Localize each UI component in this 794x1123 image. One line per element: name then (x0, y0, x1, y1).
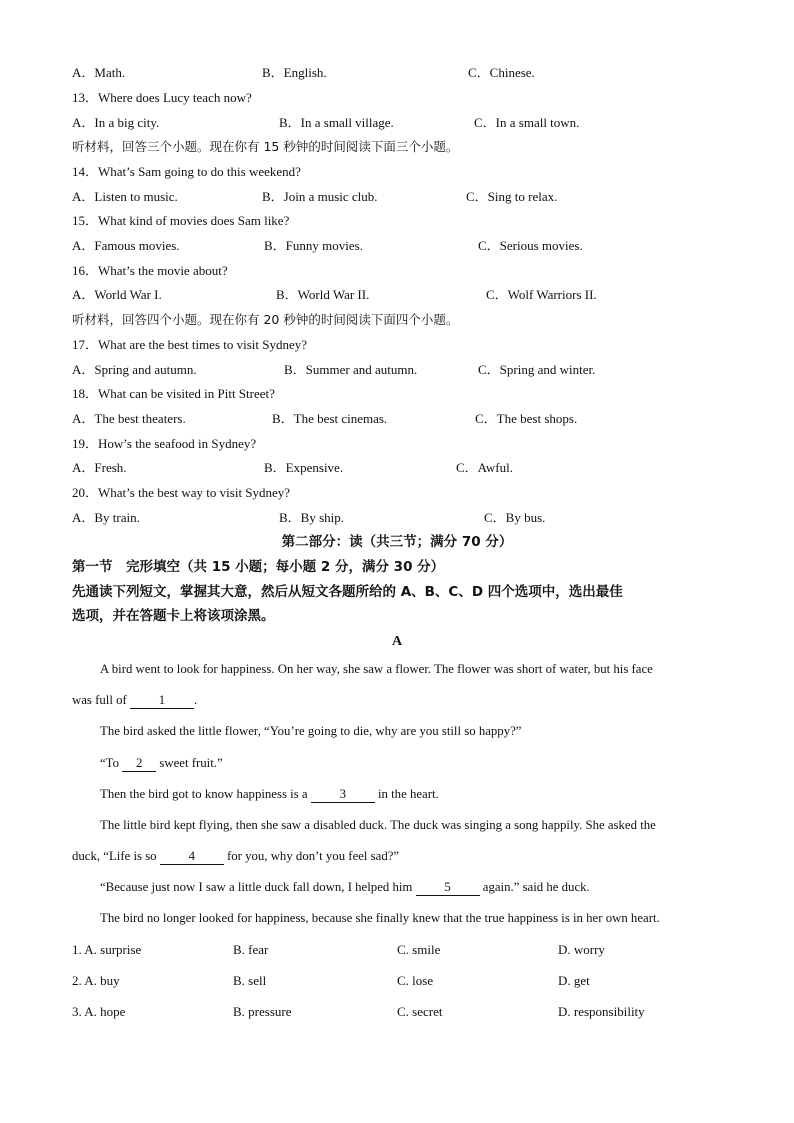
blank-4: 4 (160, 849, 224, 865)
q20-option-c: C．By bus. (484, 510, 546, 525)
listening-instruction-1: 听材料，回答三个小题。现在你有 15 秒钟的时间阅读下面三个小题。 (72, 139, 459, 154)
q13-option-b: B．In a small village. (279, 115, 394, 130)
passage-p6: “Because just now I saw a little duck fall down, I helped him 5 again.” said he duck. (100, 880, 590, 894)
q18-stem: 18．What can be visited in Pitt Street? (72, 386, 275, 401)
q16-option-b: B．World War II. (276, 287, 370, 302)
choice-3-a: 3. A. hope (72, 1004, 126, 1019)
q20-stem: 20．What’s the best way to visit Sydney? (72, 485, 291, 500)
choice-2-d: D. get (558, 973, 590, 988)
directions-line-2: 选项，并在答题卡上将该项涂黑。 (72, 608, 275, 624)
q17-option-a: A．Spring and autumn. (72, 362, 197, 377)
blank-1: 1 (130, 693, 194, 709)
q12-option-a: A．Math. (72, 65, 126, 80)
q13-option-a: A．In a big city. (72, 115, 160, 130)
passage-p1-line2: was full of 1 . (72, 693, 198, 707)
choice-2-b: B. sell (233, 973, 267, 988)
q18-option-c: C．The best shops. (475, 411, 578, 426)
q15-option-b: B．Funny movies. (264, 238, 363, 253)
choice-3-b: B. pressure (233, 1004, 292, 1019)
q17-option-c: C．Spring and winter. (478, 362, 596, 377)
q12-option-c: C．Chinese. (468, 65, 535, 80)
blank-2: 2 (122, 756, 156, 772)
passage-p7: The bird no longer looked for happiness, because she finally knew that the true happiness is in her own heart. (100, 911, 660, 925)
choice-1-c: C. smile (397, 942, 441, 957)
q17-stem: 17．What are the best times to visit Sydney? (72, 337, 308, 352)
q12-option-b: B．English. (262, 65, 327, 80)
passage-p5-line2: duck, “Life is so 4 for you, why don’t you feel sad?” (72, 849, 400, 863)
q19-stem: 19．How’s the seafood in Sydney? (72, 436, 257, 451)
q19-option-b: B．Expensive. (264, 460, 344, 475)
q19-option-a: A．Fresh. (72, 460, 127, 475)
blank-3: 3 (311, 787, 375, 803)
q16-stem: 16．What’s the movie about? (72, 263, 228, 278)
q13-stem: 13．Where does Lucy teach now? (72, 90, 252, 105)
passage-p3: “To 2 sweet fruit.” (100, 756, 223, 770)
passage-label: A (391, 634, 403, 649)
choice-2-c: C. lose (397, 973, 434, 988)
q20-option-b: B．By ship. (279, 510, 345, 525)
q13-option-c: C．In a small town. (474, 115, 580, 130)
q16-option-a: A．World War I. (72, 287, 162, 302)
q19-option-c: C．Awful. (456, 460, 513, 475)
passage-p2: The bird asked the little flower, “You’re going to die, why are you still so happy?” (100, 724, 522, 738)
q15-option-a: A．Famous movies. (72, 238, 180, 253)
passage-p5-line1: The little bird kept flying, then she saw a disabled duck. The duck was singing a song happily. She asked the (100, 818, 656, 832)
passage-p1-line1: A bird went to look for happiness. On her way, she saw a flower. The flower was short of water, but his face (100, 662, 653, 676)
q14-option-b: B．Join a music club. (262, 189, 378, 204)
section1-title: 第一节 完形填空（共 15 小题；每小题 2 分，满分 30 分） (72, 559, 445, 575)
q15-stem: 15．What kind of movies does Sam like? (72, 213, 290, 228)
q20-option-a: A．By train. (72, 510, 140, 525)
choice-1-d: D. worry (558, 942, 605, 957)
choice-3-d: D. responsibility (558, 1004, 645, 1019)
q14-option-a: A．Listen to music. (72, 189, 178, 204)
q14-stem: 14．What’s Sam going to do this weekend? (72, 164, 301, 179)
passage-p4: Then the bird got to know happiness is a 3 in the heart. (100, 787, 439, 801)
choice-1-b: B. fear (233, 942, 269, 957)
q16-option-c: C．Wolf Warriors II. (486, 287, 597, 302)
blank-5: 5 (416, 880, 480, 896)
q18-option-a: A．The best theaters. (72, 411, 186, 426)
q17-option-b: B．Summer and autumn. (284, 362, 418, 377)
q18-option-b: B．The best cinemas. (272, 411, 388, 426)
choice-3-c: C. secret (397, 1004, 443, 1019)
choice-1-a: 1. A. surprise (72, 942, 142, 957)
part2-title: 第二部分：读（共三节；满分 70 分） (281, 534, 513, 550)
directions-line-1: 先通读下列短文，掌握其大意，然后从短文各题所给的 A、B、C、D 四个选项中，选出最佳 (72, 584, 623, 600)
listening-instruction-2: 听材料，回答四个小题。现在你有 20 秒钟的时间阅读下面四个小题。 (72, 312, 459, 327)
choice-2-a: 2. A. buy (72, 973, 120, 988)
q14-option-c: C．Sing to relax. (466, 189, 558, 204)
q15-option-c: C．Serious movies. (478, 238, 583, 253)
